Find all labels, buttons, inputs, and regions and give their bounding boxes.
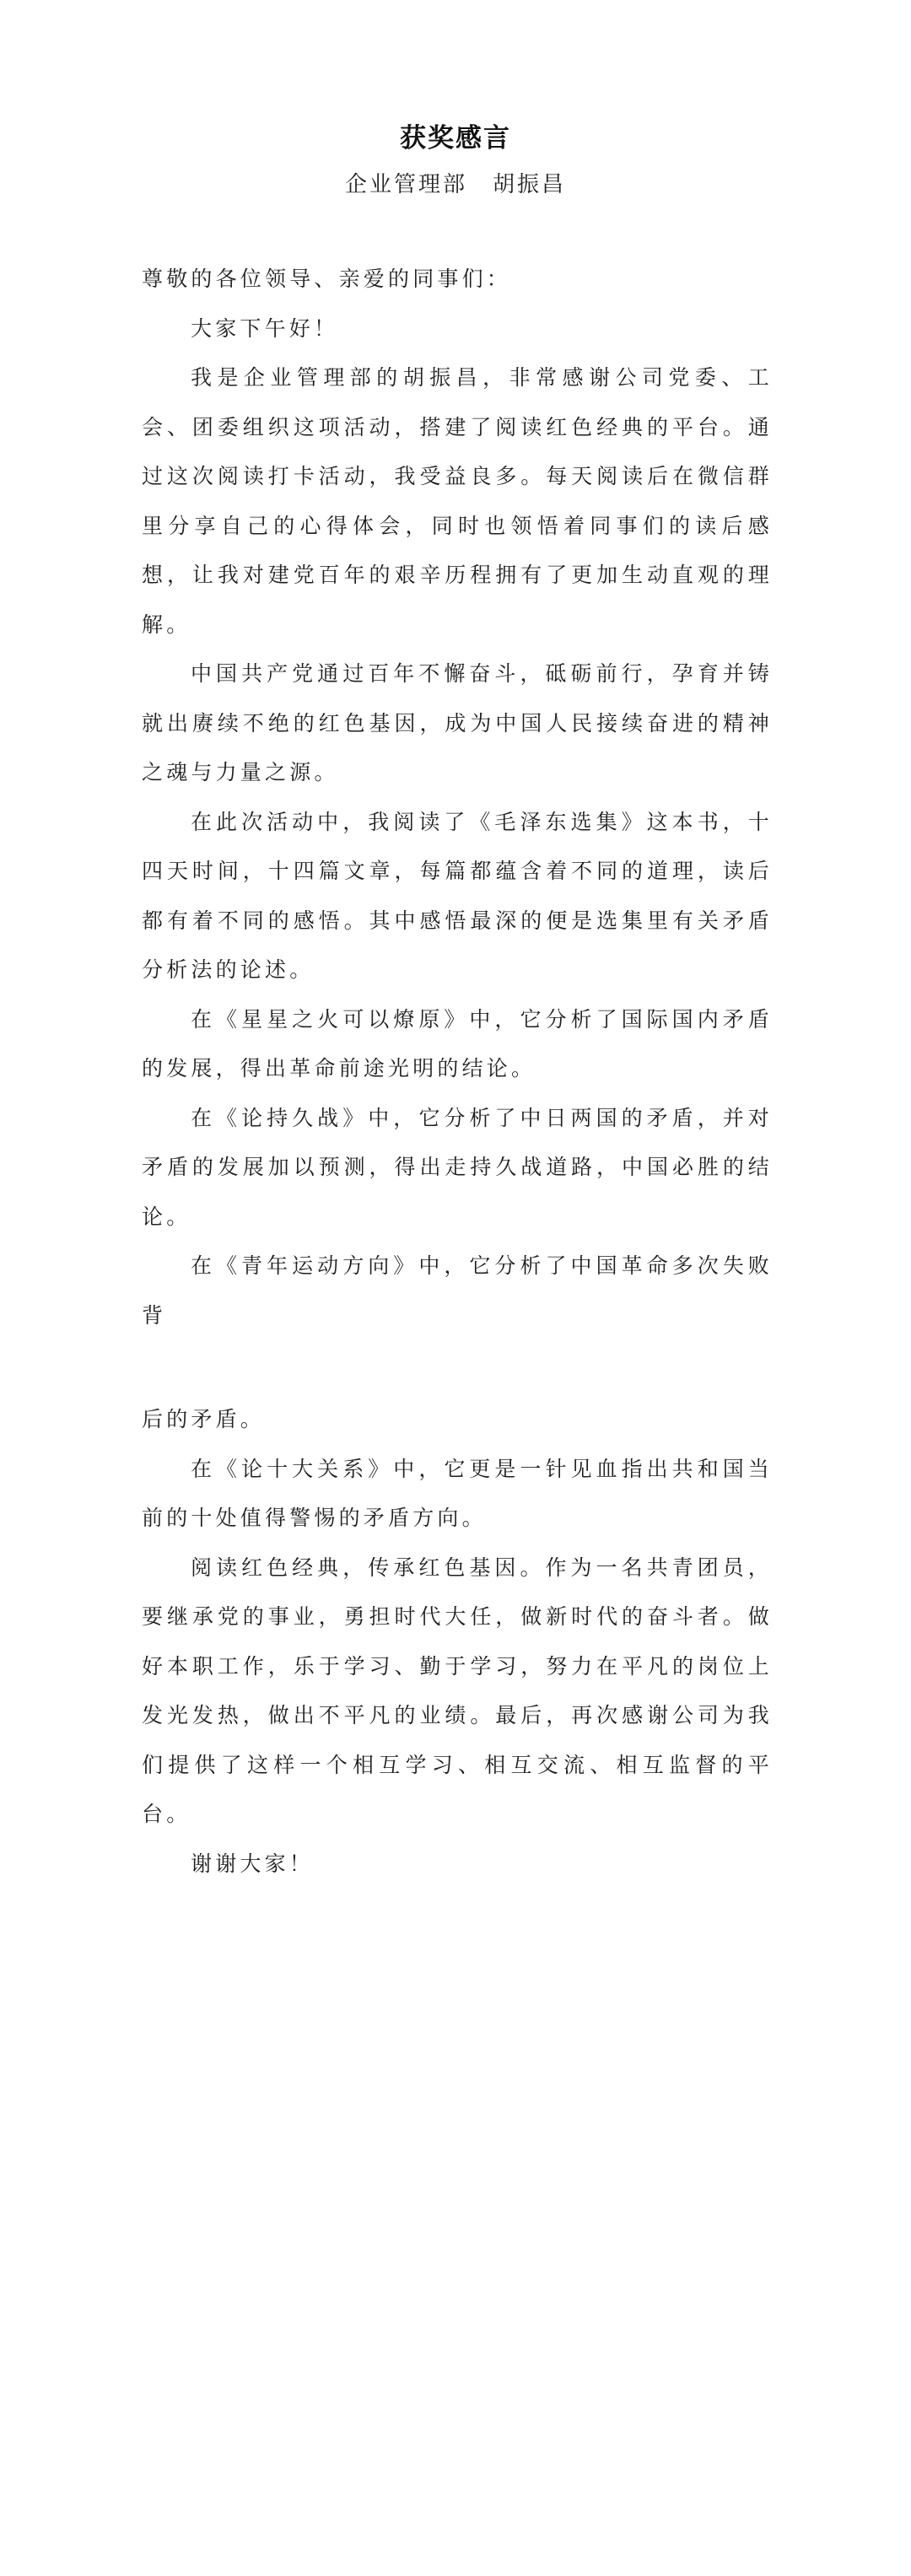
paragraph-introduction: 我是企业管理部的胡振昌，非常感谢公司党委、工会、团委组织这项活动，搭建了阅读红色经典的平台。通过这次阅读打卡活动，我受益良多。每天阅读后在微信群里分享自己的心得体会，同时也领悟着同事们的读后感想，让我对建党百年的艰辛历程拥有了更加生动直观的理解。 [142, 365, 773, 637]
paragraph-conclusion: 阅读红色经典，传承红色基因。作为一名共青团员，要继承党的事业，勇担时代大任，做新时代的奋斗者。做好本职工作，乐于学习、勤于学习，努力在平凡的岗位上发光发热，做出不平凡的业绩。最后，再次感谢公司为我们提供了这样一个相互学习、相互交流、相互监督的平台。 [142, 1555, 773, 1826]
byline [0, 167, 911, 198]
salutation: 尊敬的各位领导、亲爱的同事们： [142, 267, 512, 291]
paragraph-reading-activity: 在此次活动中，我阅读了《毛泽东选集》这本书，十四天时间，十四篇文章，每篇都蕴含着不同的道理，读后都有着不同的感悟。其中感悟最深的便是选集里有关矛盾分析法的论述。 [142, 809, 773, 982]
paragraph-ten-relationships: 在《论十大关系》中，它更是一针见血指出共和国当前的十处值得警惕的矛盾方向。 [142, 1456, 773, 1530]
paragraph-party-history: 中国共产党通过百年不懈奋斗，砥砺前行，孕育并铸就出赓续不绝的红色基因，成为中国人民接续奋进的精神之魂与力量之源。 [142, 661, 773, 784]
document-title: 获奖感言 [400, 123, 511, 154]
paragraph-single-spark: 在《星星之火可以燎原》中，它分析了国际国内矛盾的发展，得出革命前途光明的结论。 [142, 1006, 773, 1081]
body-text-section-1 [142, 255, 773, 1340]
byline-department: 企业管理部 [344, 172, 467, 197]
paragraph-youth-movement: 在《青年运动方向》中，它分析了中国革命多次失败背 [142, 1253, 773, 1328]
paragraph-greeting: 大家下午好！ [191, 315, 339, 341]
paragraph-continuation: 后的矛盾。 [142, 1407, 266, 1431]
byline-author-name: 胡振昌 [493, 172, 567, 197]
paragraph-thanks: 谢谢大家！ [191, 1851, 315, 1876]
paragraph-protracted-war: 在《论持久战》中，它分析了中日两国的矛盾，并对矛盾的发展加以预测，得出走持久战道路，中国必胜的结论。 [142, 1105, 773, 1229]
body-text-section-2 [142, 1395, 773, 1889]
